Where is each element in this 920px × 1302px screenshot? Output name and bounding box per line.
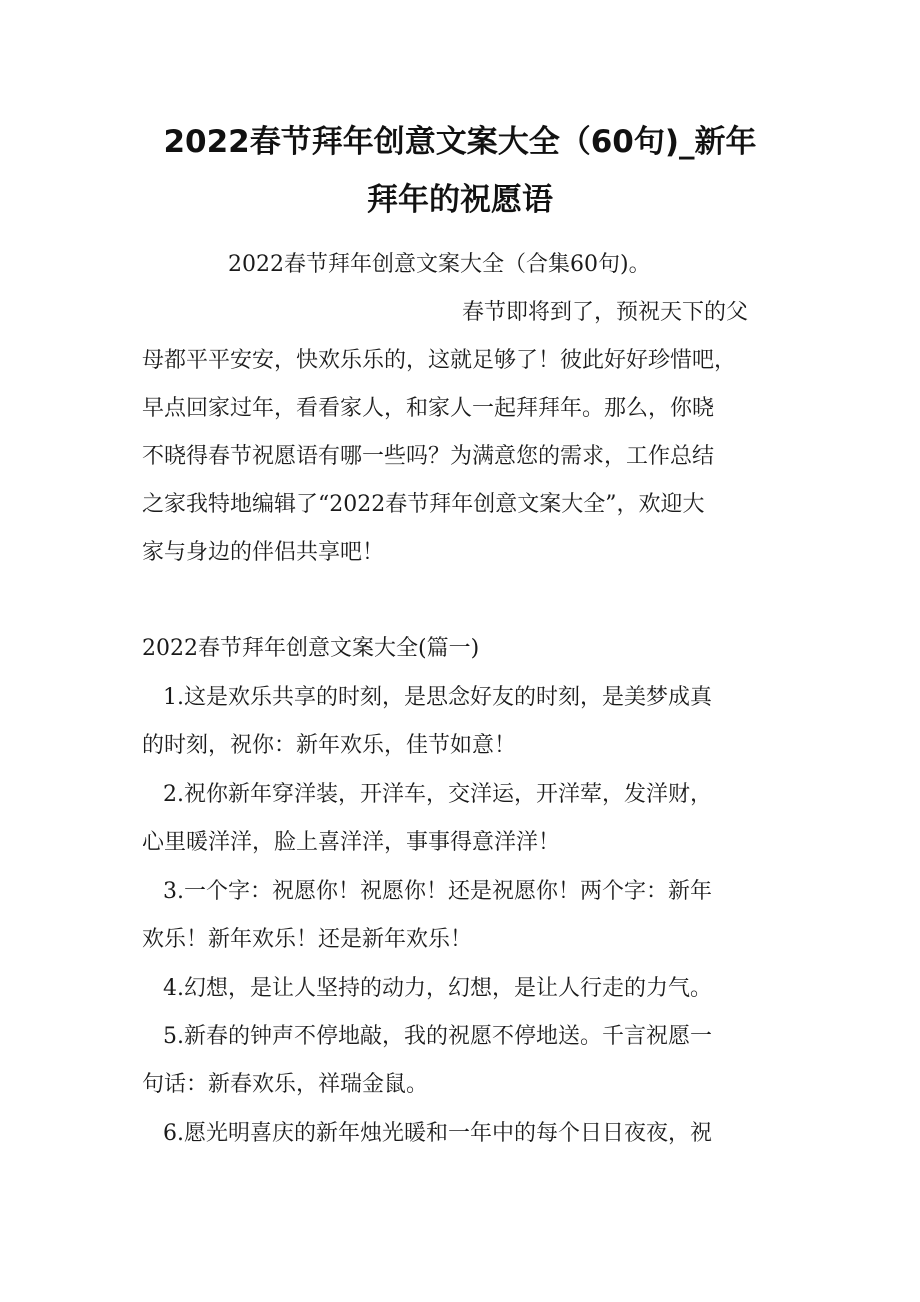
intro-line: 家与身边的伴侣共享吧！ bbox=[142, 540, 385, 565]
intro-line: 春节即将到了，预祝天下的父 bbox=[462, 300, 749, 325]
list-item: 4.幻想，是让人坚持的动力，幻想，是让人行走的力气。 bbox=[163, 976, 712, 1001]
list-item-continuation: 欢乐！新年欢乐！还是新年欢乐！ bbox=[142, 927, 473, 952]
section-heading: 2022春节拜年创意文案大全(篇一) bbox=[142, 636, 480, 661]
list-item-continuation: 的时刻，祝你：新年欢乐，佳节如意！ bbox=[142, 733, 517, 758]
list-item: 1.这是欢乐共享的时刻，是思念好友的时刻，是美梦成真 bbox=[163, 685, 712, 710]
list-item: 3.一个字：祝愿你！祝愿你！还是祝愿你！两个字：新年 bbox=[163, 879, 712, 904]
list-item: 6.愿光明喜庆的新年烛光暖和一年中的每个日日夜夜，祝 bbox=[163, 1121, 712, 1146]
list-item-continuation: 心里暖洋洋，脸上喜洋洋，事事得意洋洋！ bbox=[142, 830, 561, 855]
title-line-2: 拜年的祝愿语 bbox=[367, 182, 553, 218]
list-item: 2.祝你新年穿洋装，开洋车，交洋运，开洋荤，发洋财， bbox=[163, 782, 712, 807]
intro-line: 之家我特地编辑了“2022春节拜年创意文案大全”，欢迎大 bbox=[142, 492, 705, 517]
subtitle: 2022春节拜年创意文案大全（合集60句)。 bbox=[228, 252, 651, 277]
intro-line: 不晓得春节祝愿语有哪一些吗？为满意您的需求，工作总结 bbox=[142, 444, 715, 469]
title-line-1: 2022春节拜年创意文案大全（60句)_新年 bbox=[163, 124, 757, 160]
list-item: 5.新春的钟声不停地敲，我的祝愿不停地送。千言祝愿一 bbox=[163, 1024, 712, 1049]
intro-line: 早点回家过年，看看家人，和家人一起拜拜年。那么，你晓 bbox=[142, 396, 715, 421]
intro-line: 母都平平安安，快欢乐乐的，这就足够了！彼此好好珍惜吧， bbox=[142, 348, 737, 373]
list-item-continuation: 句话：新春欢乐，祥瑞金鼠。 bbox=[142, 1072, 429, 1097]
